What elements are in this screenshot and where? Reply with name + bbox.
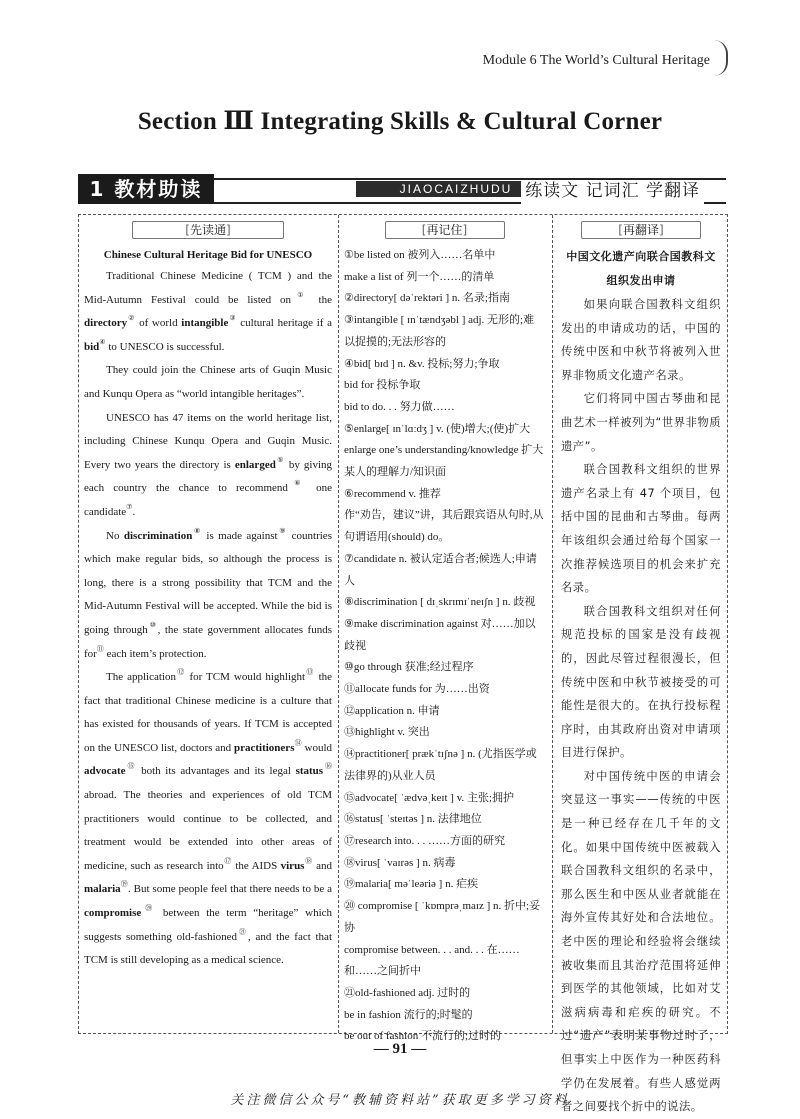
vocab-entry: bid to do. . . 努力做…… [344,400,455,413]
vocab-entry: ⑱virus[ ˈvaɪrəs ] n. 病毒 [344,856,456,869]
vocab-column [338,215,550,1043]
translation-paragraph: 联合国教科文组织的世界遗产名录上有 47 个项目，包括中国的昆曲和古琴曲。每两年该组织会通过给每个国家一次推荐候选项目的机会来扩充名录。 [561,463,721,595]
article-paragraph: They could join the Chinese arts of Guqin Music and Kunqu Opera as “world intangible heritages”. [84,364,332,400]
vocab-entry: ⑪allocate funds for 为……出资 [344,683,490,696]
vocab-entry: ④bid[ bɪd ] n. &v. 投标;努力;争取 [344,357,500,370]
banner-label: 1 教材助读 [78,174,214,204]
vocab-entry: ⑦candidate n. 被认定适合者;候选人;申请人 [344,552,537,587]
translation-title: 中国文化遗产向联合国教科文组织发出申请 [566,250,716,287]
article-paragraph: UNESCO has 47 items on the world heritage list, including Chinese Kunqu Opera and Guqin Music. Every two years the directory is enlarged⑤ by giving each country the chance to recommend⑥ one candidate⑦. [84,411,332,518]
vocab-entry: ②directory[ dəˈrektəri ] n. 名录;指南 [344,292,510,305]
reading-column-header: [先读通] [132,221,284,239]
vocab-entry: be out of fashion 不流行的;过时的 [344,1030,502,1043]
vocab-entry: ①be listed on 被列入……名单中 [344,249,496,261]
vocab-entry: ⑬highlight v. 突出 [344,726,430,739]
vocab-entry: ⑨make discrimination against 对……加以歧视 [344,617,536,652]
vocab-entry: be in fashion 流行的;时髦的 [344,1008,473,1021]
running-head: Module 6 The World’s Cultural Heritage [482,53,710,68]
vocab-entry: ⑩go through 获准;经过程序 [344,661,474,674]
vocab-entry: ⑯status[ ˈsteɪtəs ] n. 法律地位 [344,813,482,826]
reading-column [79,215,336,1033]
vocab-column-header: [再记住] [385,221,505,239]
vocab-entry: ③intangible [ ɪnˈtændʒəbl ] adj. 无形的;难以捉摸的;无法形容的 [344,314,535,348]
banner-slogan: 练读文 记词汇 学翻译 [521,180,704,204]
article-paragraph: No discrimination⑧ is made against⑨ countries which make regular bids, so although the process is long, there is a strong possibility that TCM and the Mid-Autumn Festival will be accepted. While the bid is going through⑩, the state government allocates funds for⑪ each item’s protection. [84,526,332,660]
article-paragraph: The application⑫ for TCM would highlight⑬ the fact that traditional Chinese medicine is a culture that has existed for thousands of years. If TCM is accepted on the UNESCO list, doctors and practitioners⑭ would advocate⑮ both its advantages and its legal status⑯ abroad. The theories and experiences of old TCM practitioners would continue to be collected, and treatment would be extended into other areas of medicine, such as research into⑰ the AIDS virus⑱ and malaria⑲. But some people feel that there needs to be a compromise⑳ between the term “heritage” which suggests something old-fashioned$^㉑$, and the fact that TCM is still developing as a medical science. [84,668,333,967]
banner-band [214,178,726,204]
section-banner [78,174,726,204]
vocab-entry: ⑰research into. . . ……方面的研究 [344,834,505,847]
article-title: Chinese Cultural Heritage Bid for UNESCO [103,249,313,261]
vocab-entry: ⑫application n. 申请 [344,704,440,717]
section-title: Section Ⅲ Integrating Skills & Cultural Corner [137,108,663,135]
page-number: — 91 — [373,1041,427,1057]
vocab-entry: ⑧discrimination [ dɪˌskrɪmɪˈneɪʃn ] n. 歧视 [344,596,536,609]
banner-pinyin: JIAOCAIZHUDU [356,181,556,197]
vocab-entry: bid for 投标争取 [344,379,421,392]
header-decoration [714,40,728,76]
translation-column-header: [再翻译] [581,221,701,239]
article-paragraph: Traditional Chinese Medicine ( TCM ) and the Mid-Autumn Festival could be listed on① the directory② of world intangible③ cultural heritage if a bid④ to UNESCO is successful. [84,270,332,353]
translation-paragraph: 如果向联合国教科文组织发出的申请成功的话，中国的传统中医和中秋节将被列入世界非物质文化遗产名录。 [561,298,721,382]
translation-paragraph: 它们将同中国古琴曲和昆曲艺术一样被列为“世界非物质遗产”。 [561,392,721,453]
vocab-entry: compromise between. . . and. . . 在……和……之间折中 [344,943,520,978]
translation-column [552,215,727,1114]
vocab-entry: ⑥recommend v. 推荐 [344,487,441,500]
vocab-entry: ⑤enlarge[ ɪnˈlɑːdʒ ] v. (使)增大;(使)扩大 [344,422,531,435]
footer-note: 关注微信公众号“教辅资料站”获取更多学习资料 [230,1093,570,1108]
translation-paragraph: 联合国教科文组织对任何规范投标的国家是没有歧视的，因此尽管过程很漫长，但传统中医和中秋节被接受的可能性是很大的。在执行投标程序时，由其政府出资对申请项目进行保护。 [561,604,721,760]
vocab-entry: ㉑old-fashioned adj. 过时的 [344,986,471,999]
vocab-entry: enlarge one’s understanding/knowledge 扩大某人的理解力/知识面 [344,444,544,479]
vocab-entry: ⑲malaria[ məˈleəriə ] n. 疟疾 [344,878,479,891]
translation-paragraph: 对中国传统中医的申请会突显这一事实——传统的中医是一种已经存在几千年的文化。如果中国传统中医被载入联合国教科文组织的名录中，那么医生和中医从业者就能在海外宣传其好处和合法地位。老中医的理论和经验将会继续被收集而且其治疗范围将延伸到医学的其他领域，比如对艾滋病病毒和疟疾的研究。不过“遗产”表明某事物过时了，但事实上中医作为一种医药科学仍在发展着。有些人感觉两者之间要找个折中的说法。 [561,769,721,1114]
vocab-entry: ⑳ compromise [ ˈkɒmprəˌmaɪz ] n. 折中;妥协 [344,900,541,934]
vocab-entry: make a list of 列一个……的清单 [344,270,495,283]
vocab-entry: ⑮advocate[ ˈædvəˌkeɪt ] v. 主张;拥护 [344,791,515,804]
vocab-entry: 作“劝告，建议”讲，其后跟宾语从句时,从句谓语用(should) do。 [344,509,544,544]
vocab-entry: ⑭practitioner[ prækˈtɪʃnə ] n. (尤指医学或法律界的)从业人员 [344,748,537,782]
